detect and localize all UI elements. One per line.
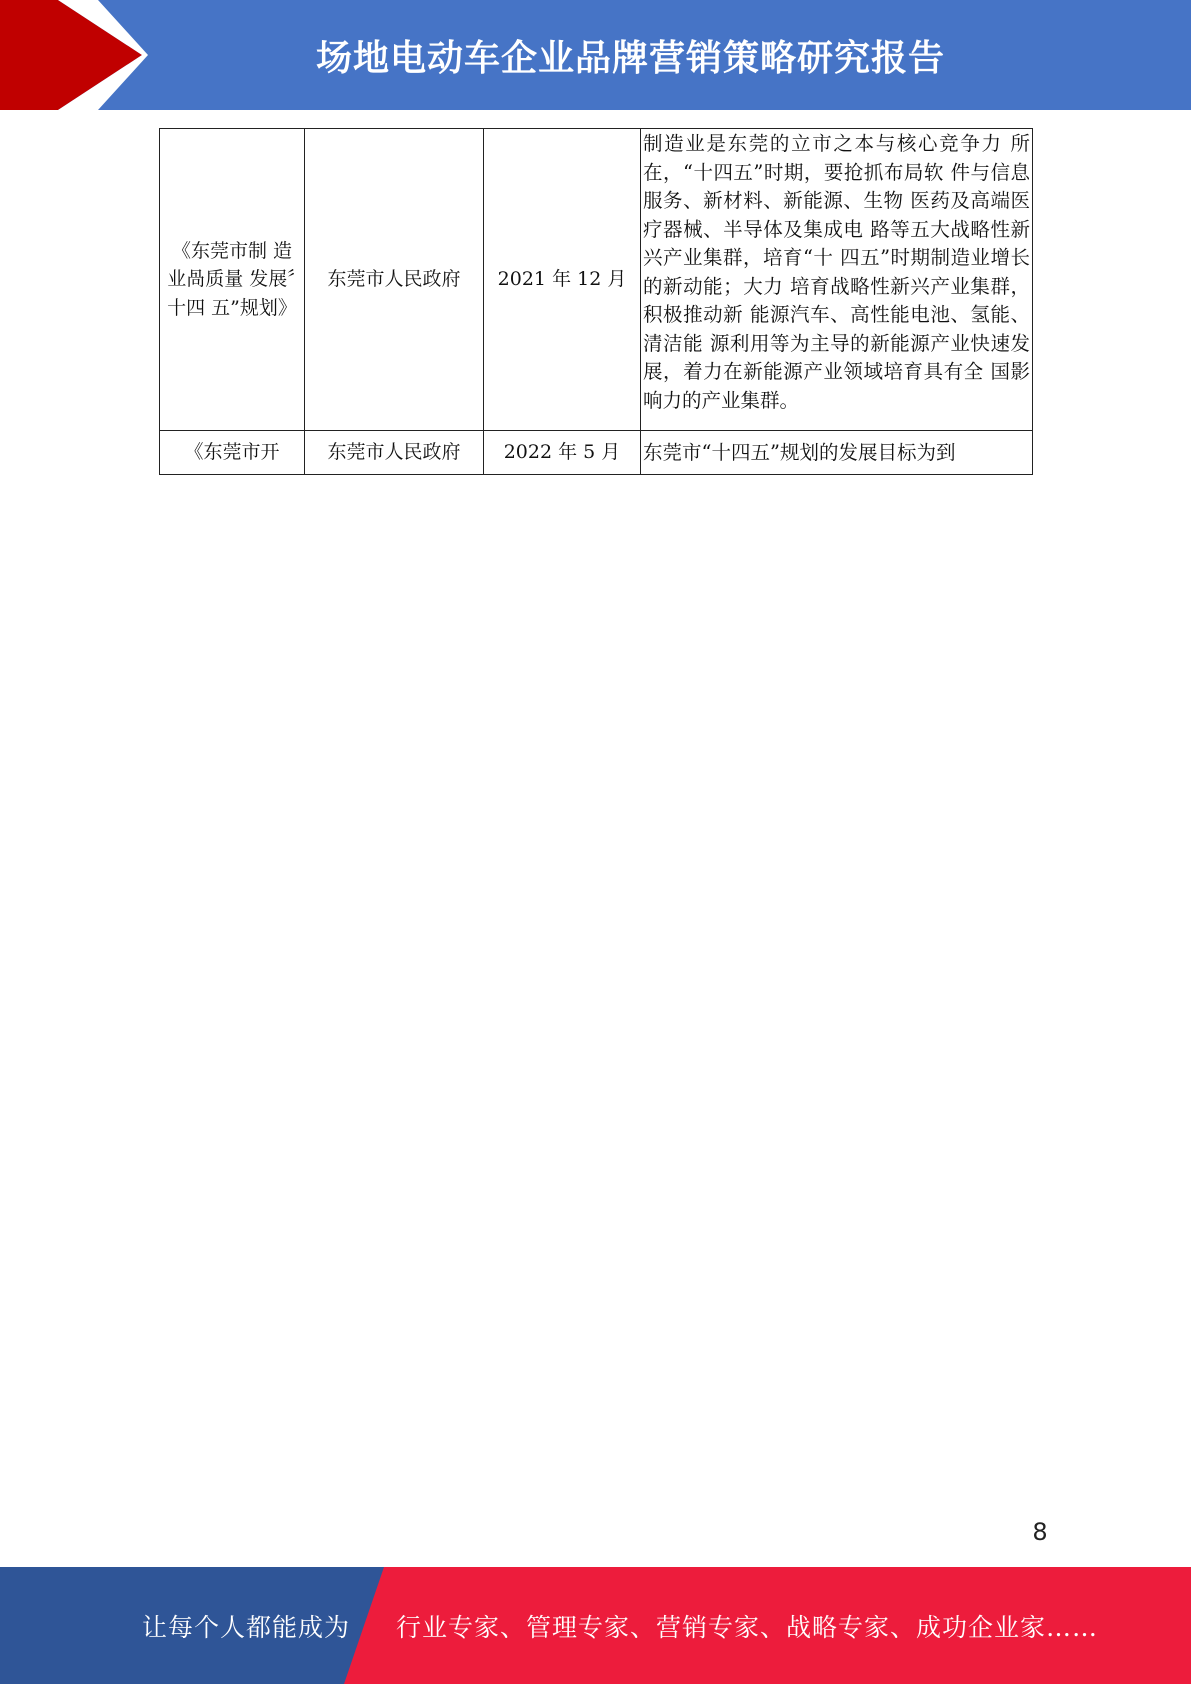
date-cell: 2022 年 5 月 [484, 431, 641, 475]
page-number: 8 [1032, 1518, 1048, 1546]
table-row [160, 129, 1033, 431]
policy-name-cell: 《东莞市开 [160, 431, 305, 475]
content-cell: 制造业是东莞的立市之本与核心竞争力 所在，“十四五”时期，要抢抓布局软 件与信息服务、新材料、新能源、生物 医药及高端医疗器械、半导体及集成电 路等五大战略性新兴产业集群，培育“十 四五”时期制造业增长的新动能；大力 培育战略性新兴产业集群，积极推动新 能源汽车、高性能电池、氢能、清洁能 源利用等为主导的新能源产业快速发 展，着力在新能源产业领域培育具有全 国影响力的产业集群。 [641, 129, 1033, 431]
page-footer [0, 1567, 1191, 1684]
table-row [160, 431, 1033, 475]
footer-slogan-right: 行业专家、管理专家、营销专家、战略专家、成功企业家…… [396, 1612, 1099, 1642]
issuer-cell: 东莞市人民政府 [305, 431, 484, 475]
policy-name-cell: 《东莞市制 造业咼质量 发展〞十四 五”规划》 [160, 129, 305, 431]
date-cell: 2021 年 12 月 [484, 129, 641, 431]
footer-slogan-left: 让每个人都能成为 [142, 1612, 351, 1642]
page-header [0, 0, 1191, 110]
report-title: 场地电动车企业品牌营销策略研究报告 [315, 37, 945, 79]
header-chevron-icon [0, 0, 160, 110]
issuer-cell: 东莞市人民政府 [305, 129, 484, 431]
policy-table [159, 128, 1033, 475]
content-cell: 东莞市“十四五”规划的发展目标为到 [641, 431, 1033, 475]
